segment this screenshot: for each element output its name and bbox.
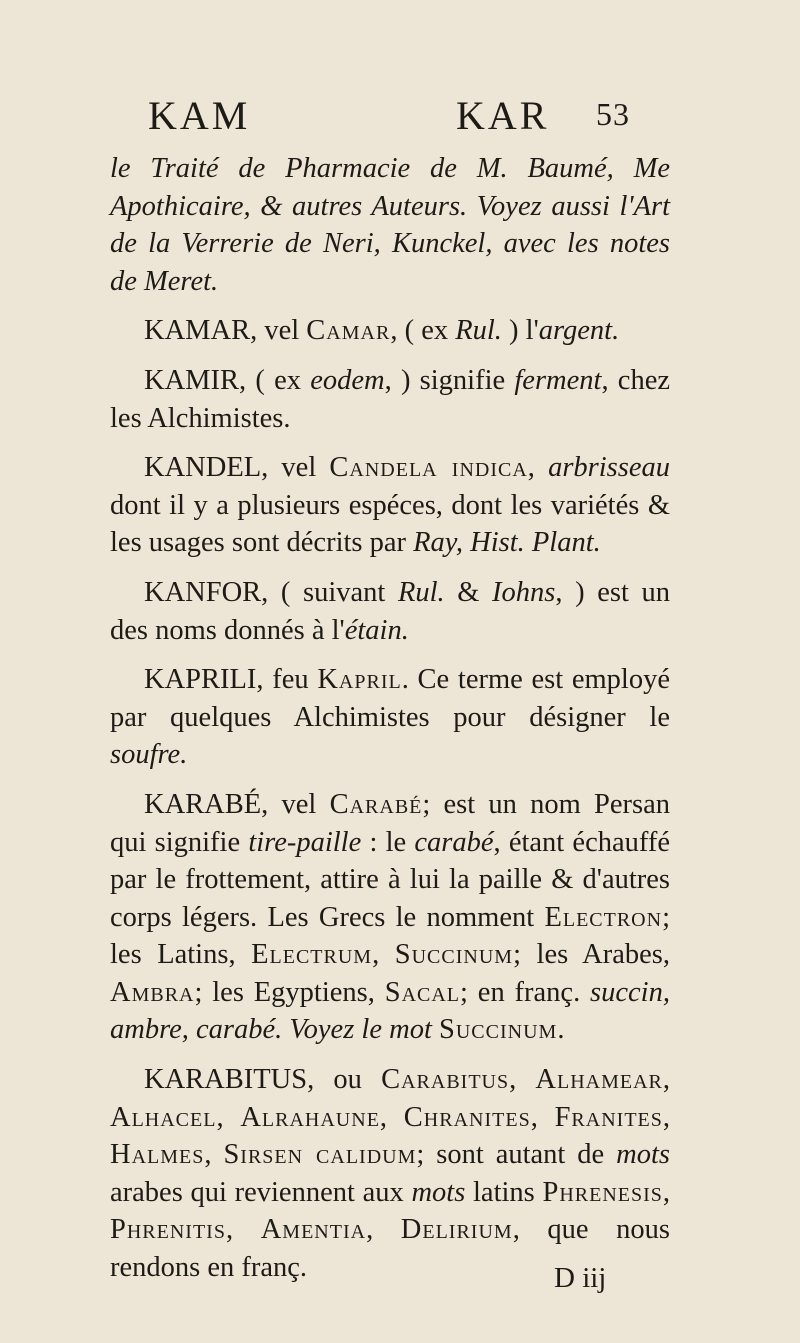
small-caps-text: Phrenesis (542, 1176, 663, 1208)
italic-text: succin, ambre, carabé. Voyez le mot (110, 976, 670, 1046)
entry-text: , chez les Alchimistes. (110, 364, 670, 434)
small-caps-text: Chranites (403, 1101, 531, 1133)
italic-text: le Traité de Pharmacie de M. Baumé, Me Apothicaire, & autres Auteurs. Voyez aussi l'Art de la Verrerie de Neri, Kunckel, avec les notes de Meret. (110, 153, 670, 297)
small-caps-text: Kapril (317, 664, 402, 696)
entry-text: , ) signifie (384, 364, 515, 396)
signature-mark: D iij (554, 1262, 607, 1294)
entry-text: KANDEL, vel (144, 452, 330, 484)
italic-text: Iohns (492, 576, 556, 608)
small-caps-text: Electrum (251, 939, 373, 971)
entry-text: ; les Arabes, (513, 939, 670, 971)
entry-text: ) l' (501, 315, 539, 347)
entry-text: , (509, 1064, 536, 1096)
entry-text: arabes qui reviennent aux (110, 1176, 412, 1208)
dictionary-entry (110, 1061, 670, 1287)
entry-text: KAMIR, ( ex (144, 364, 311, 396)
dictionary-entry (110, 362, 670, 437)
small-caps-text: Alrahaune (240, 1101, 380, 1133)
entry-text: , (204, 1139, 224, 1171)
small-caps-text: Phrenitis (110, 1214, 226, 1246)
entry-text: , (366, 1214, 401, 1246)
dictionary-entry (110, 786, 670, 1049)
entry-text: ; est un nom Persan qui signifie (110, 788, 670, 858)
small-caps-text: Camar (306, 315, 391, 347)
running-head-right: KAR (456, 93, 550, 138)
entry-text: , (225, 1214, 261, 1246)
italic-text: eodem (310, 364, 385, 396)
italic-text: arbrisseau (548, 452, 670, 484)
running-head (148, 92, 658, 142)
dictionary-entry (110, 661, 670, 774)
italic-text: Rul. (397, 576, 445, 608)
small-caps-text: Succinum (394, 939, 514, 971)
italic-text: carabé (414, 826, 494, 858)
entry-text: , (662, 1101, 670, 1133)
small-caps-text: Carabitus (381, 1064, 510, 1096)
entry-text: & (444, 576, 493, 608)
entry-text: , étant échauffé par le frottement, attire à lui la paille & d'autres corps légers. Les Grecs le nomment (110, 826, 670, 933)
small-caps-text: Amentia (260, 1214, 367, 1246)
entry-text: ; les Egyptiens, (194, 976, 385, 1008)
small-caps-text: Succinum (439, 1014, 558, 1046)
entry-text: . (557, 1014, 565, 1046)
small-caps-text: Alhamear (535, 1064, 663, 1096)
entry-text: KANFOR, ( suivant (144, 576, 398, 608)
entry-text: . Ce terme est employé par quelques Alchimistes pour désigner le (110, 664, 670, 733)
dictionary-entry (110, 312, 670, 350)
entry-text: dont il y a plusieurs espéces, dont les variétés & les usages sont décrits par (110, 489, 670, 559)
small-caps-text: Delirium (400, 1214, 513, 1246)
small-caps-text: Sirsen calidum (223, 1139, 417, 1171)
entry-text: , ( ex (390, 315, 456, 347)
entry-text: , (379, 1101, 404, 1133)
small-caps-text: Carabé (329, 788, 423, 820)
body-text (110, 150, 670, 1287)
small-caps-text: Franites (554, 1101, 663, 1133)
italic-text: mots (616, 1139, 670, 1171)
italic-text: étain. (344, 614, 409, 646)
entry-text (432, 1014, 439, 1045)
italic-text: tire-paille (248, 826, 362, 858)
italic-text: soufre. (110, 739, 188, 771)
entry-text: : le (361, 826, 415, 858)
entry-text: ; les Latins, (110, 901, 670, 971)
entry-text: latins (465, 1176, 543, 1208)
small-caps-text: Sacal (384, 976, 461, 1008)
small-caps-text: Electron (544, 901, 663, 933)
italic-text: Ray, Hist. Plant. (413, 527, 601, 559)
entry-text: , (527, 452, 549, 484)
entry-text: KARABÉ, vel (144, 788, 330, 820)
running-head-left: KAM (148, 93, 251, 138)
italic-text: argent. (538, 315, 620, 347)
page-number: 53 (596, 96, 630, 132)
continued-paragraph (110, 150, 670, 300)
entry-text: KARABITUS, ou (144, 1064, 382, 1096)
italic-text: mots (411, 1176, 466, 1208)
small-caps-text: Halmes (110, 1139, 205, 1171)
entry-text: , (372, 939, 395, 971)
entry-text: ; en franç. (460, 976, 591, 1008)
entry-text: KAPRILI, feu (144, 664, 318, 696)
entry-text: KAMAR, vel (144, 315, 307, 347)
dictionary-entry (110, 574, 670, 649)
small-caps-text: Alhacel (110, 1101, 217, 1133)
entry-text: , que nous rendons en franç. (110, 1214, 671, 1284)
entry-text: , (216, 1101, 241, 1133)
entry-text: , (662, 1176, 671, 1208)
italic-text: Rul. (455, 315, 502, 347)
entry-text: , ) est un des noms donnés à l' (110, 576, 670, 646)
small-caps-text: Ambra (110, 976, 195, 1008)
small-caps-text: Candela indica (329, 452, 528, 484)
italic-text: ferment (514, 364, 602, 396)
entry-text: , (530, 1101, 555, 1133)
entry-text: ; sont autant de (416, 1139, 617, 1171)
dictionary-entry (110, 449, 670, 562)
entry-text: , (662, 1064, 670, 1096)
